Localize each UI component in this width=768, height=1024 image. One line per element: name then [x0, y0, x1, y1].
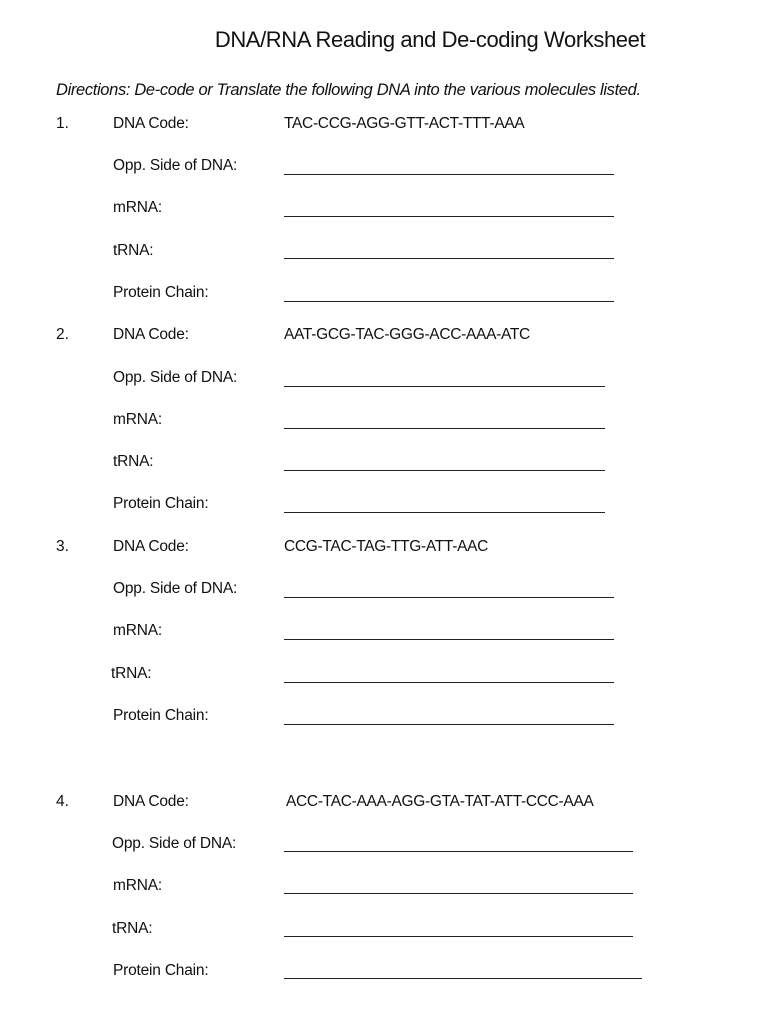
trna-label: tRNA:: [113, 453, 154, 470]
dna-code-label: DNA Code:: [113, 326, 189, 343]
trna-answer-line[interactable]: [284, 682, 614, 683]
trna-answer-line[interactable]: [284, 258, 614, 259]
problem-number: 1.: [56, 115, 69, 132]
dna-code-label: DNA Code:: [113, 793, 189, 810]
protein-chain-label: Protein Chain:: [113, 962, 209, 979]
dna-code-label: DNA Code:: [113, 538, 189, 555]
dna-code-label: DNA Code:: [113, 115, 189, 132]
mrna-label: mRNA:: [113, 411, 162, 428]
protein-chain-label: Protein Chain:: [113, 284, 209, 301]
opp-side-answer-line[interactable]: [284, 597, 614, 598]
dna-code-value: CCG-TAC-TAG-TTG-ATT-AAC: [284, 538, 489, 555]
trna-answer-line[interactable]: [284, 936, 633, 937]
protein-chain-answer-line[interactable]: [284, 978, 642, 979]
mrna-label: mRNA:: [113, 199, 162, 216]
mrna-answer-line[interactable]: [284, 639, 614, 640]
mrna-answer-line[interactable]: [284, 893, 633, 894]
opp-side-label: Opp. Side of DNA:: [112, 835, 237, 852]
page-title: DNA/RNA Reading and De-coding Worksheet: [214, 27, 646, 52]
opp-side-answer-line[interactable]: [284, 174, 614, 175]
directions-text: Directions: De-code or Translate the following DNA into the various molecules listed.: [56, 81, 641, 99]
protein-chain-answer-line[interactable]: [284, 512, 605, 513]
opp-side-label: Opp. Side of DNA:: [113, 580, 238, 597]
trna-label: tRNA:: [112, 920, 153, 937]
problem-number: 3.: [56, 538, 69, 555]
dna-code-value: ACC-TAC-AAA-AGG-GTA-TAT-ATT-CCC-AAA: [286, 793, 594, 810]
trna-label: tRNA:: [111, 665, 152, 682]
protein-chain-label: Protein Chain:: [113, 707, 209, 724]
mrna-answer-line[interactable]: [284, 428, 605, 429]
dna-code-value: TAC-CCG-AGG-GTT-ACT-TTT-AAA: [284, 115, 525, 132]
protein-chain-label: Protein Chain:: [113, 495, 209, 512]
trna-answer-line[interactable]: [284, 470, 605, 471]
protein-chain-answer-line[interactable]: [284, 724, 614, 725]
mrna-answer-line[interactable]: [284, 216, 614, 217]
problem-number: 4.: [56, 793, 69, 810]
opp-side-answer-line[interactable]: [284, 851, 633, 852]
trna-label: tRNA:: [113, 242, 154, 259]
opp-side-label: Opp. Side of DNA:: [113, 157, 238, 174]
problem-number: 2.: [56, 326, 69, 343]
mrna-label: mRNA:: [113, 622, 162, 639]
dna-code-value: AAT-GCG-TAC-GGG-ACC-AAA-ATC: [284, 326, 530, 343]
protein-chain-answer-line[interactable]: [284, 301, 614, 302]
opp-side-label: Opp. Side of DNA:: [113, 369, 238, 386]
mrna-label: mRNA:: [113, 877, 162, 894]
opp-side-answer-line[interactable]: [284, 386, 605, 387]
